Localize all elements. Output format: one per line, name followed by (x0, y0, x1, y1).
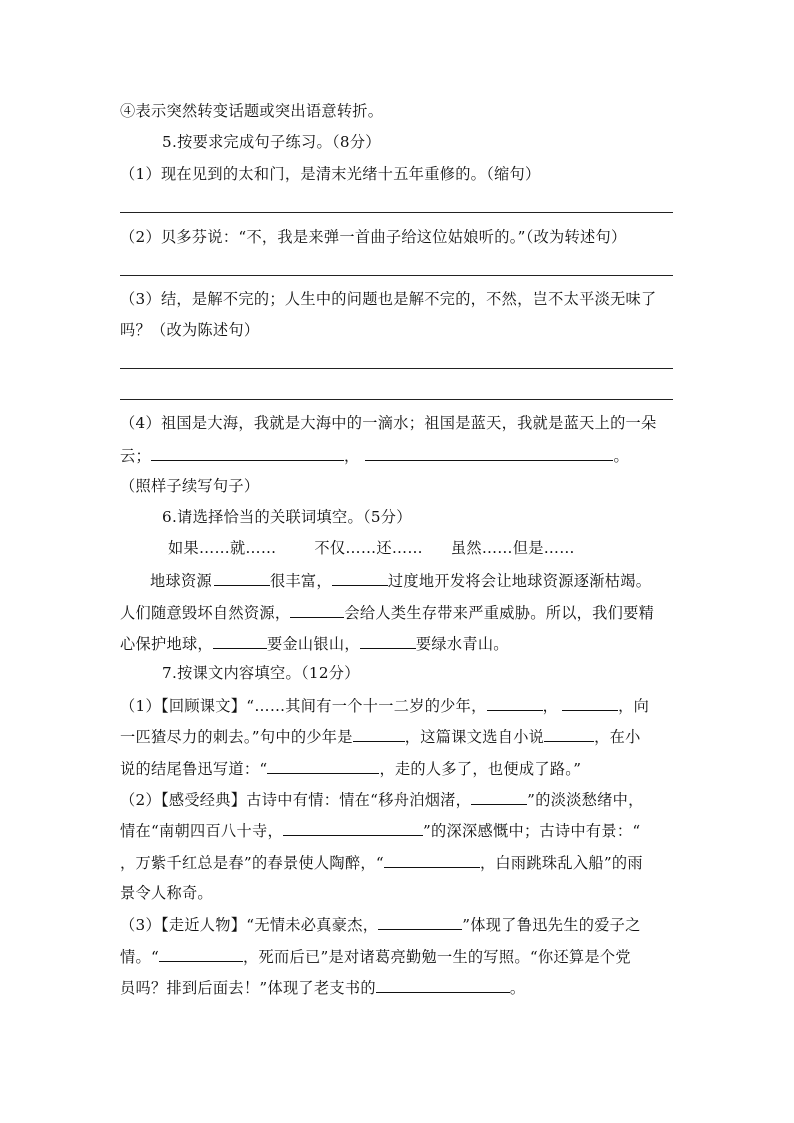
text: 地球资源 (150, 572, 212, 590)
question-7-2-line4: 景令人称奇。 (120, 884, 213, 902)
question-7-3-line1 (120, 914, 641, 935)
fill-blank[interactable] (471, 789, 527, 805)
fill-blank[interactable] (214, 570, 270, 586)
text: （2）【感受经典】古诗中有情：情在“移舟泊烟渚， (120, 791, 472, 809)
text: ， (343, 447, 360, 465)
text: （3）【走近人物】“无情未必真豪杰， (120, 916, 379, 934)
question-7-title: 7.按课文内容填空。（12分） (162, 664, 360, 682)
fill-blank[interactable] (332, 570, 388, 586)
answer-line[interactable] (120, 275, 673, 276)
question-7-1-line3 (120, 758, 581, 779)
option-3: 虽然……但是…… (450, 539, 575, 557)
conjunction-options (168, 538, 575, 558)
text: 要绿水青山。 (415, 635, 509, 653)
answer-line[interactable] (120, 212, 673, 213)
text: ，死而后已”是对诸葛亮勤勉一生的写照。“你还算是个党 (243, 948, 631, 966)
text: ”的淡淡愁绪中， (527, 791, 644, 809)
text: 情在“南朝四百八十寺， (120, 822, 283, 840)
text: ，白雨跳珠乱入船”的雨 (479, 854, 643, 872)
question-5-4-line1: （4）祖国是大海，我就是大海中的一滴水；祖国是蓝天，我就是蓝天上的一朵 (120, 414, 657, 432)
question-5-3-line2: 吗？（改为陈述句） (120, 321, 260, 339)
text: 要金山银山， (266, 635, 360, 653)
question-7-2-line2 (120, 820, 640, 841)
fill-blank[interactable] (487, 695, 543, 711)
text: ， (542, 697, 559, 715)
fill-blank[interactable] (544, 726, 594, 742)
text: 。 (613, 447, 629, 465)
fill-blank[interactable] (290, 602, 344, 618)
text: 。 (509, 979, 526, 997)
text-line: ④表示突然转变话题或突出语意转折。 (120, 102, 384, 120)
question-5-4-line3: （照样子续写句子） (120, 477, 260, 495)
question-6-line2 (120, 602, 654, 623)
option-1: 如果……就…… (168, 539, 277, 557)
text: ，走的人多了，也便成了路。” (379, 760, 582, 778)
question-5-1: （1）现在见到的太和门，是清末光绪十五年重修的。（缩句） (120, 165, 541, 183)
text: 员吗？排到后面去！”体现了老支书的 (120, 979, 376, 997)
question-5-2: （2）贝多芬说：“不，我是来弹一首曲子给这位姑娘听的。”（改为转述句） (120, 228, 627, 246)
text: 会给人类生存带来严重威胁。所以，我们要精 (344, 604, 655, 622)
text: ，向 (618, 697, 650, 715)
fill-blank[interactable] (384, 852, 480, 868)
fill-blank[interactable] (365, 445, 613, 461)
question-5-4-line2 (120, 445, 629, 466)
text: 说的结尾鲁迅写道：“ (120, 760, 268, 778)
option-2: 不仅……还…… (314, 539, 423, 557)
question-6-title: 6.请选择恰当的关联词填空。（5分） (162, 508, 412, 526)
fill-blank[interactable] (151, 445, 344, 461)
fill-blank[interactable] (360, 633, 416, 649)
question-5-3-line1: （3）结，是解不完的；人生中的问题也是解不完的，不然，岂不太平淡无味了 (120, 290, 657, 308)
fill-blank[interactable] (267, 758, 379, 774)
text: ，在小 (594, 728, 641, 746)
fill-blank[interactable] (283, 820, 423, 836)
text: （1）【回顾课文】“……其间有一个十一二岁的少年， (120, 697, 487, 715)
text: 很丰富， (269, 572, 332, 590)
text: 人们随意毁坏自然资源， (120, 604, 291, 622)
question-6-line1 (150, 570, 651, 591)
text: ”的深深感慨中；古诗中有景：“ (422, 822, 641, 840)
text: 心保护地球， (120, 635, 213, 653)
text: ，这篇课文选自小说 (404, 728, 545, 746)
fill-blank[interactable] (378, 914, 462, 930)
question-7-3-line2 (120, 946, 631, 967)
text: 过度地开发将会让地球资源逐渐枯竭。 (387, 572, 652, 590)
question-7-2-line1 (120, 789, 644, 810)
question-7-2-line3 (120, 852, 643, 873)
text: ”体现了鲁迅先生的爱子之 (462, 916, 641, 934)
fill-blank[interactable] (213, 633, 267, 649)
fill-blank[interactable] (376, 977, 510, 993)
question-7-1-line2 (120, 726, 641, 747)
fill-blank[interactable] (353, 726, 405, 742)
question-6-line3 (120, 633, 509, 654)
fill-blank[interactable] (159, 946, 243, 962)
question-5-title: 5.按要求完成句子练习。（8分） (162, 133, 381, 151)
question-7-3-line3 (120, 977, 525, 998)
text: ，万紫千红总是春”的春景使人陶醉，“ (120, 854, 384, 872)
fill-blank[interactable] (562, 695, 618, 711)
text: 云； (120, 447, 151, 465)
question-7-1-line1 (120, 695, 649, 716)
text: 一匹猹尽力的刺去。”句中的少年是 (120, 728, 353, 746)
text: 情。“ (120, 948, 160, 966)
answer-line[interactable] (120, 368, 673, 369)
answer-line[interactable] (120, 399, 673, 400)
